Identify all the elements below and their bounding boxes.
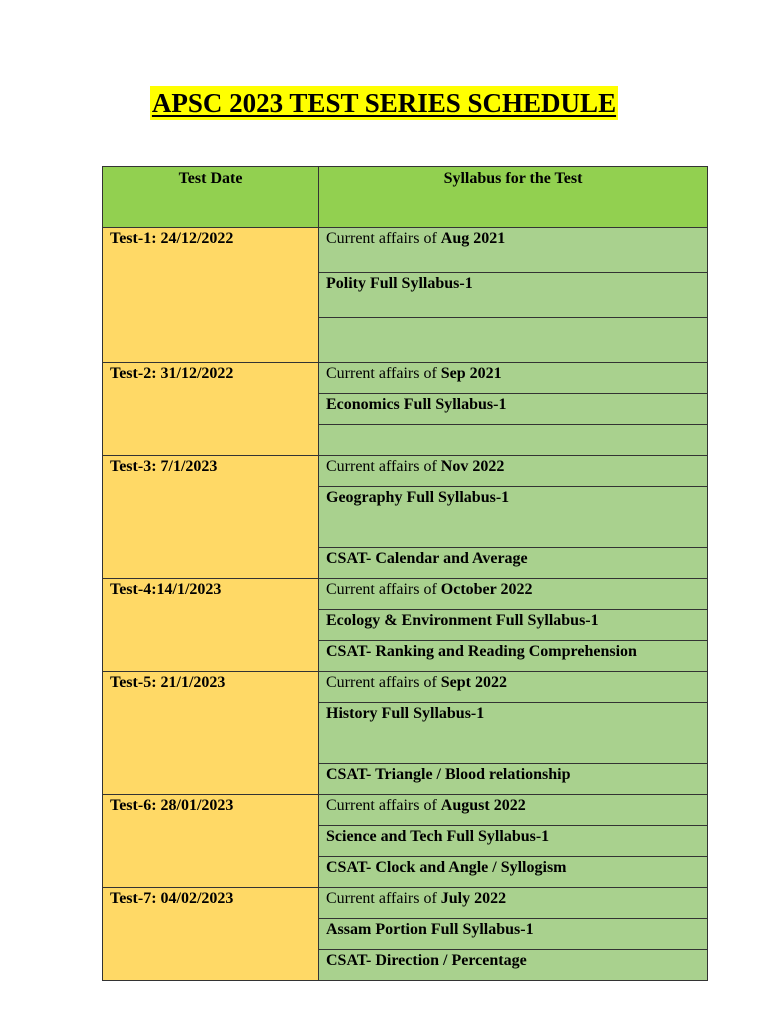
syllabus-prefix: Current affairs of xyxy=(326,797,441,814)
syllabus-cell xyxy=(319,425,708,456)
test-date-cell: Test-3: 7/1/2023 xyxy=(103,456,319,579)
syllabus-cell xyxy=(319,888,708,919)
syllabus-cell: CSAT- Triangle / Blood relationship xyxy=(319,764,708,795)
test-date-cell: Test-2: 31/12/2022 xyxy=(103,363,319,456)
syllabus-cell: Science and Tech Full Syllabus-1 xyxy=(319,826,708,857)
schedule-table xyxy=(102,166,708,981)
syllabus-cell xyxy=(319,318,708,363)
test-date-cell: Test-4:14/1/2023 xyxy=(103,579,319,672)
syllabus-cell: History Full Syllabus-1 xyxy=(319,703,708,764)
test-date-cell: Test-1: 24/12/2022 xyxy=(103,228,319,363)
table-row xyxy=(103,363,708,394)
syllabus-text: August 2022 xyxy=(440,797,526,814)
syllabus-prefix: Current affairs of xyxy=(326,458,441,475)
syllabus-text: Sept 2022 xyxy=(440,674,508,691)
syllabus-prefix: Current affairs of xyxy=(326,365,441,382)
table-row xyxy=(103,456,708,487)
table-row xyxy=(103,888,708,919)
syllabus-cell xyxy=(319,579,708,610)
syllabus-prefix: Current affairs of xyxy=(326,230,441,247)
syllabus-cell: CSAT- Calendar and Average xyxy=(319,548,708,579)
table-row xyxy=(103,672,708,703)
table-row xyxy=(103,228,708,273)
syllabus-text: Aug 2021 xyxy=(440,230,506,247)
syllabus-cell: CSAT- Ranking and Reading Comprehension xyxy=(319,641,708,672)
syllabus-cell: Assam Portion Full Syllabus-1 xyxy=(319,919,708,950)
test-date-cell: Test-7: 04/02/2023 xyxy=(103,888,319,981)
page-title: APSC 2023 TEST SERIES SCHEDULE xyxy=(151,88,617,118)
table-row xyxy=(103,579,708,610)
table-header-row xyxy=(103,167,708,228)
syllabus-text: Sep 2021 xyxy=(440,365,502,382)
syllabus-cell: Economics Full Syllabus-1 xyxy=(319,394,708,425)
syllabus-text: October 2022 xyxy=(440,581,533,598)
table-row xyxy=(103,795,708,826)
header-syllabus: Syllabus for the Test xyxy=(319,167,708,228)
syllabus-prefix: Current affairs of xyxy=(326,674,441,691)
syllabus-cell: CSAT- Clock and Angle / Syllogism xyxy=(319,857,708,888)
syllabus-cell xyxy=(319,228,708,273)
syllabus-cell xyxy=(319,363,708,394)
syllabus-cell xyxy=(319,795,708,826)
test-date-cell: Test-5: 21/1/2023 xyxy=(103,672,319,795)
syllabus-text: Nov 2022 xyxy=(440,458,505,475)
syllabus-cell xyxy=(319,672,708,703)
syllabus-cell xyxy=(319,456,708,487)
syllabus-cell: Geography Full Syllabus-1 xyxy=(319,487,708,548)
syllabus-cell: CSAT- Direction / Percentage xyxy=(319,950,708,981)
syllabus-prefix: Current affairs of xyxy=(326,581,441,598)
header-test-date: Test Date xyxy=(103,167,319,228)
syllabus-text: July 2022 xyxy=(440,890,507,907)
syllabus-prefix: Current affairs of xyxy=(326,890,441,907)
syllabus-cell: Polity Full Syllabus-1 xyxy=(319,273,708,318)
syllabus-cell: Ecology & Environment Full Syllabus-1 xyxy=(319,610,708,641)
test-date-cell: Test-6: 28/01/2023 xyxy=(103,795,319,888)
